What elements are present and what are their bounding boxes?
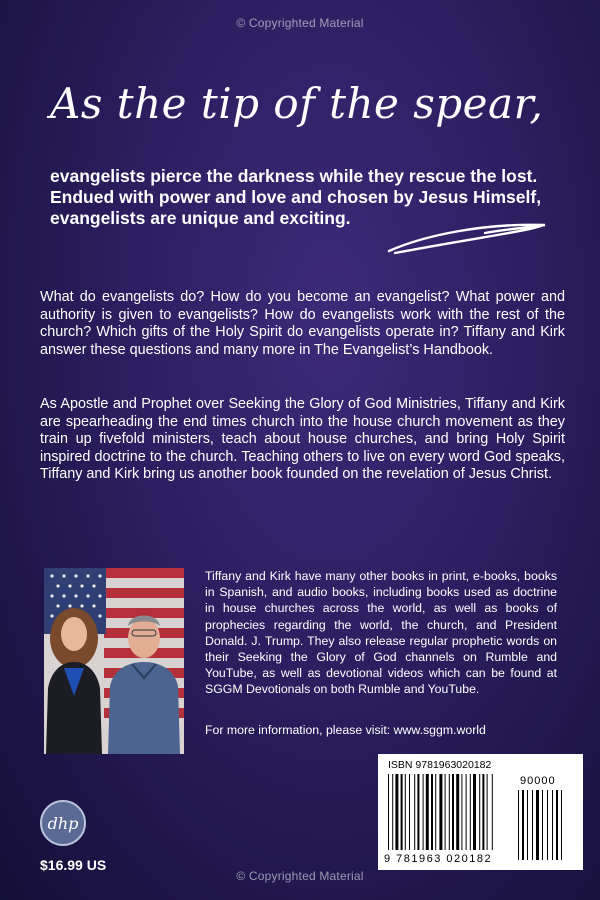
price-label: $16.99 US [40, 857, 107, 873]
isbn-digits: 9 781963 020182 [384, 853, 493, 865]
publisher-logo [40, 800, 86, 846]
tagline-line-2: Endued with power and love and chosen by Jesus Himself, [50, 187, 542, 207]
barcode-panel [378, 754, 583, 870]
barcode-addon-price: 90000 [520, 775, 556, 787]
author-bio: Tiffany and Kirk have many other books in print, e-books, books in Spanish, and audio books, including books used as doctrine in house churches across the world, as well as books of prophecies regarding the world, the church, and President Donald. J. Trump. They also release regular prophetic words on their Seeking the Glory of God channels on Rumble and YouTube, as well as devotional videos which can be found at SGGM Devotionals on both Rumble and YouTube. [205, 569, 557, 697]
tagline-line-1: evangelists pierce the darkness while they rescue the lost. [50, 166, 538, 186]
watermark-bottom: © Copyrighted Material [236, 869, 364, 883]
description-paragraph-1: What do evangelists do? How do you become an evangelist? What power and authority is given to evangelists? How do evangelists work with the rest of the church? Which gifts of the Holy Spirit do evangelists operate in? Tiffany and Kirk answer these questions and many more in The Evangelist’s Handbook. [40, 289, 565, 358]
more-info-text: For more information, please visit: www.sggm.world [205, 723, 486, 737]
script-headline: As the tip of the spear, [50, 79, 544, 128]
watermark-top: © Copyrighted Material [236, 16, 364, 30]
isbn-label: ISBN 9781963020182 [388, 759, 492, 771]
description-paragraph-2: As Apostle and Prophet over Seeking the Glory of God Ministries, Tiffany and Kirk are spearheading the end times church into the house church movement as they train up fivefold ministers, teach about house churches, and bring Holy Spirit inspired doctrine to the church. Teaching others to live on every word God speaks, Tiffany and Kirk bring us another book founded on the revelation of Jesus Christ. [40, 396, 565, 482]
tagline-line-3: evangelists are unique and exciting. [50, 208, 351, 228]
decorative-swoosh [385, 215, 555, 265]
publisher-logo-text: dhp [47, 813, 79, 833]
author-photo [44, 568, 184, 754]
